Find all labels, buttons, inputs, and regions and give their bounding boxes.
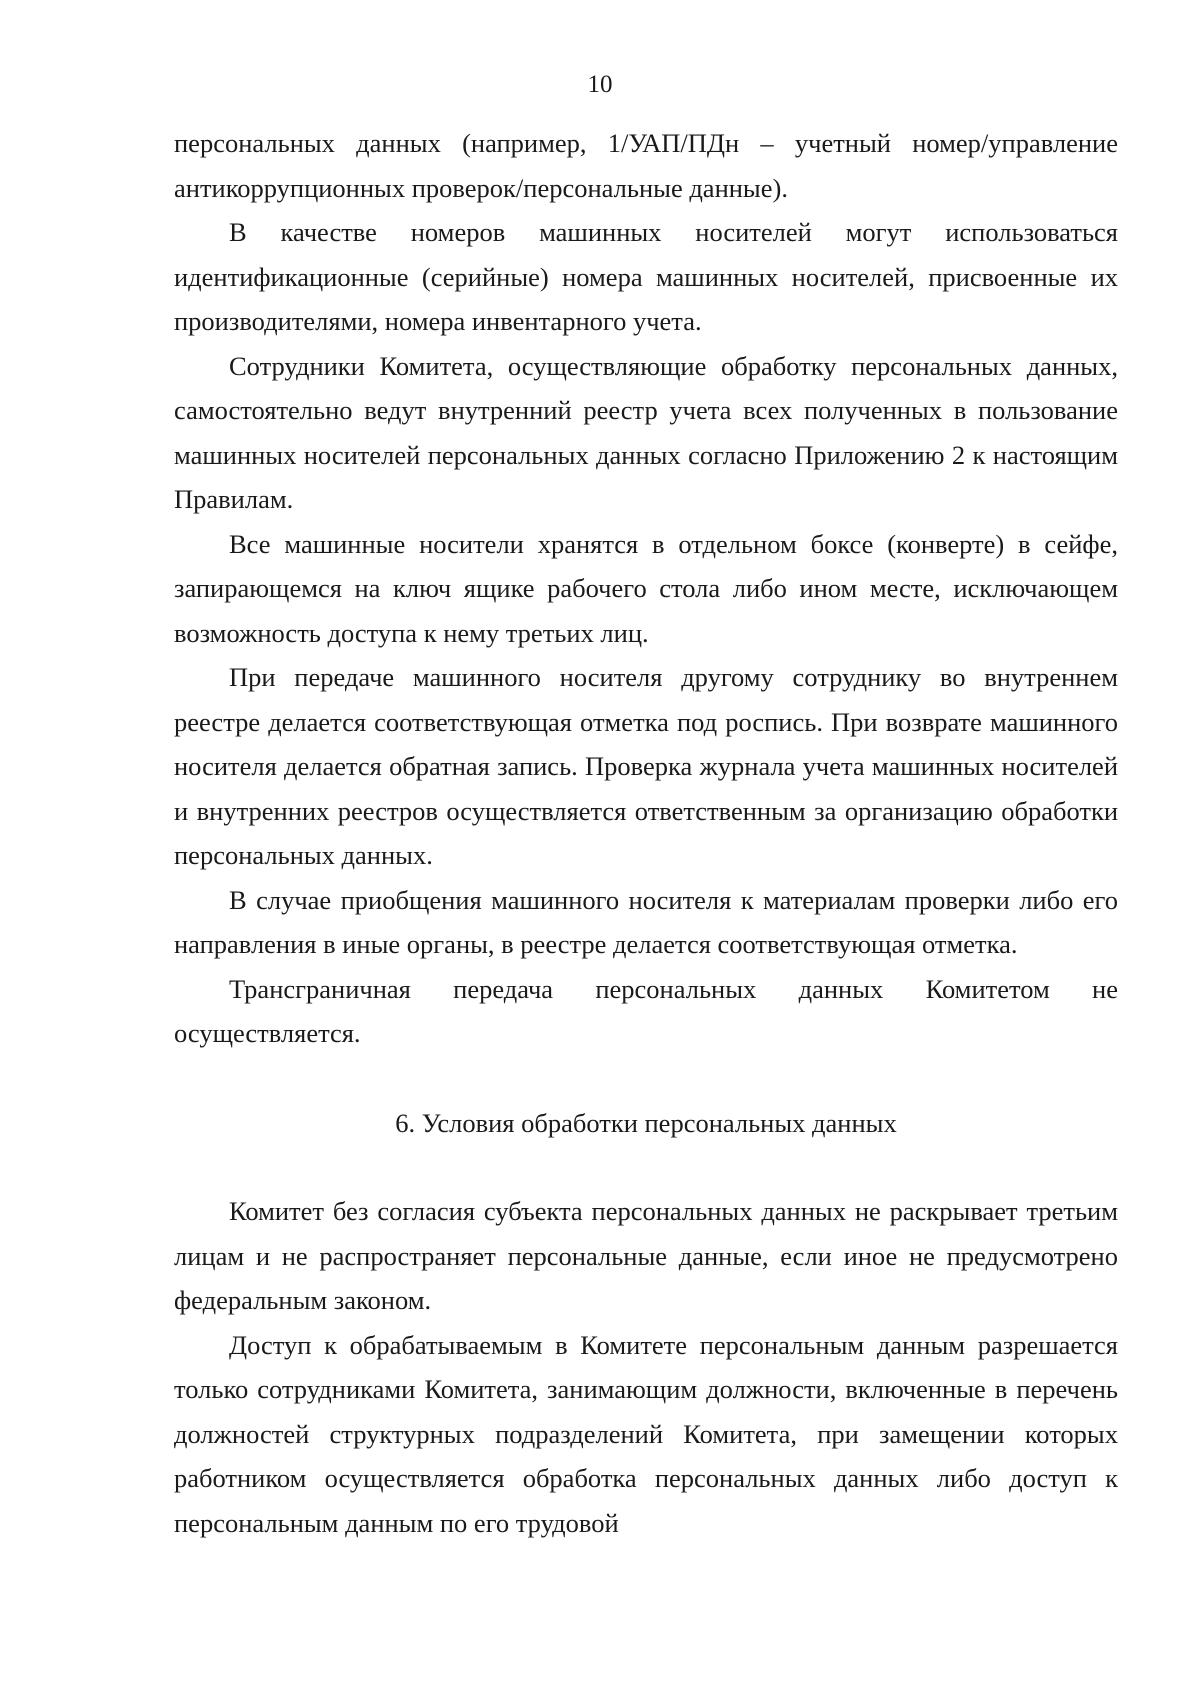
- page-number: 10: [587, 71, 613, 98]
- paragraph-media-attachment: В случае приобщения машинного носителя к материалам проверки либо его направления в иные органы, в реестре делается соответствующая отметка.: [174, 884, 1118, 959]
- document-body: [174, 121, 1118, 1545]
- paragraph-cross-border: Трансграничная передача персональных данных Комитетом не осуществляется.: [174, 973, 1118, 1048]
- paragraph-internal-register: Сотрудники Комитета, осуществляющие обработку персональных данных, самостоятельно ведут внутренний реестр учета всех полученных в пользование машинных носителей персональных данных согласно Приложению 2 к настоящим Правилам.: [174, 350, 1118, 514]
- paragraph-media-storage: Все машинные носители хранятся в отдельном боксе (конверте) в сейфе, запирающемся на ключ ящике рабочего стола либо ином месте, исключающем возможность доступа к нему третьих лиц.: [174, 528, 1118, 648]
- paragraph-continuation: персональных данных (например, 1/УАП/ПДн – учетный номер/управление антикоррупционных проверок/персональные данные).: [174, 128, 1118, 203]
- section-heading: 6. Условия обработки персональных данных: [395, 1107, 897, 1138]
- paragraph-media-numbers: В качестве номеров машинных носителей могут использоваться идентификационные (серийные) номера машинных носителей, присвоенные их производителями, номера инвентарного учета.: [174, 217, 1118, 336]
- paragraph-no-disclosure: Комитет без согласия субъекта персональных данных не раскрывает третьим лицам и не распространяет персональные данные, если иное не предусмотрено федеральным законом.: [174, 1196, 1118, 1315]
- paragraph-media-transfer: При передаче машинного носителя другому сотруднику во внутреннем реестре делается соответствующая отметка под роспись. При возврате машинного носителя делается обратная запись. Проверка журнала учета машинных носителей и внутренних реестров осуществляется ответственным за организацию обработки персональных данных.: [174, 662, 1118, 870]
- paragraph-access: Доступ к обрабатываемым в Комитете персональным данным разрешается только сотрудниками Комитета, занимающим должности, включенные в перечень должностей структурных подразделений Комитета, при замещении которых работником осуществляется обработка персональных данных либо доступ к персональным данным по его трудовой: [174, 1329, 1118, 1538]
